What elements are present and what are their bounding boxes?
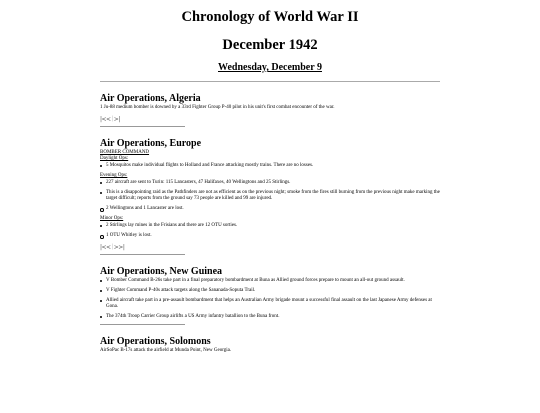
first-prev-link[interactable]: |<< (100, 116, 111, 123)
minor-ops-label: Minor Ops: (100, 216, 124, 221)
command-label: BOMBER COMMAND (100, 150, 150, 155)
next-last-link[interactable]: >>| (113, 244, 125, 251)
list-item: Allied aircraft take part in a pre-assault bombardment that helps an Australian Army brigade mount a successful final assault on the last Japanese Army defenses at Gona. (100, 298, 440, 310)
section-title-solomons: Air Operations, Solomons (100, 336, 211, 347)
evening-ops-list (100, 180, 440, 212)
page-title: Chronology of World War II (181, 9, 359, 25)
section-divider (100, 324, 185, 325)
nav-separator: | (111, 244, 113, 250)
first-prev-link[interactable]: |<< (100, 244, 111, 251)
nav-bar-europe (100, 244, 440, 251)
page-header (100, 8, 440, 74)
list-item: 1 OTU Whitley is lost. (100, 233, 440, 239)
evening-ops-label: Evening Ops: (100, 173, 128, 178)
section-divider (100, 126, 185, 127)
list-item: This is a disappointing raid as the Pathfinders are not as efficient as on the previous night; smoke from the fires still burning from the previous night make marking the target difficult; reports from the ground say 73 people are killed and 99 are injured. (100, 190, 440, 202)
page (0, 8, 540, 354)
section-title-algeria: Air Operations, Algeria (100, 93, 201, 104)
list-item: 2 Stirlings lay mines in the Frisians and there are 12 OTU sorties. (100, 223, 440, 229)
nav-bar-algeria (100, 116, 440, 123)
section-text-algeria: 1 Ju-88 medium bomber is downed by a 33rd Fighter Group P-40 pilot in his unit's first combat encounter of the war. (100, 105, 335, 110)
list-item: V Fighter Command P-40s attack targets along the Sananada-Soputa Trail. (100, 288, 440, 294)
section-title-new-guinea: Air Operations, New Guinea (100, 266, 223, 277)
list-item: 2 Wellingtons and 1 Lancaster are lost. (100, 206, 440, 212)
section-divider (100, 254, 185, 255)
list-item: The 374th Troop Carrier Group airlifts a US Army infantry batallion to the Buna front. (100, 314, 440, 320)
list-item: 227 aircraft are sent to Turin: 115 Lancasters, 47 Halifaxes, 40 Wellingtons and 25 Stirlings. (100, 180, 440, 186)
day-link[interactable]: Wednesday, December 9 (218, 62, 322, 73)
month-title: December 1942 (222, 37, 318, 53)
minor-ops-list (100, 223, 440, 239)
header-divider (100, 81, 440, 82)
daylight-ops-list (100, 163, 440, 169)
list-item: V Bomber Command B-26s take part in a final preparatory bombardment at Buna as Allied ground forces prepare to mount an all-out ground assault. (100, 278, 440, 284)
next-link[interactable]: >| (113, 116, 120, 123)
section-text-solomons: AirSoPac B-17s attack the airfield at Munda Point, New Georgia. (100, 348, 232, 353)
list-item: 5 Mosquitos make individual flights to Holland and France attacking mostly trains. There are no losses. (100, 163, 440, 169)
section-title-europe: Air Operations, Europe (100, 138, 202, 149)
daylight-ops-label: Daylight Ops: (100, 156, 129, 161)
nav-separator: | (111, 116, 113, 122)
new-guinea-list (100, 278, 440, 320)
